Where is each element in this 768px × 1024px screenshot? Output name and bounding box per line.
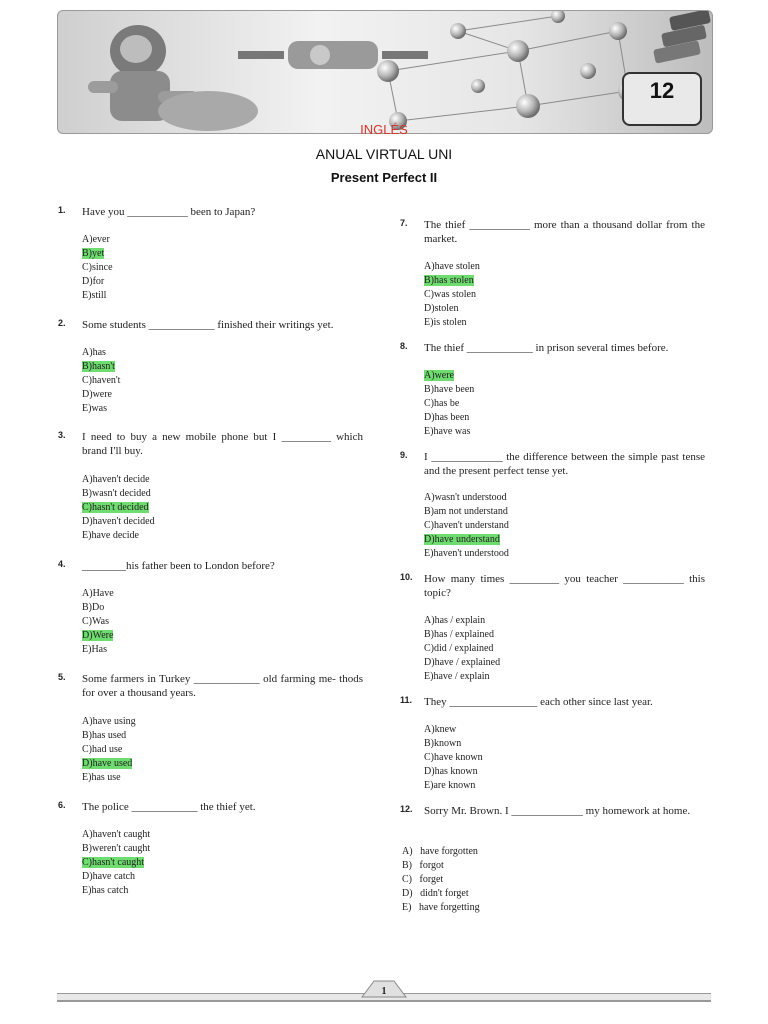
option-letter: E) bbox=[82, 772, 92, 783]
question-number: 11. bbox=[400, 695, 413, 705]
question-number: 8. bbox=[400, 341, 408, 351]
option-letter: C) bbox=[82, 375, 92, 386]
answer-option[interactable] bbox=[82, 529, 155, 543]
answer-options bbox=[82, 715, 136, 785]
option-letter: A) bbox=[424, 261, 435, 272]
option-letter: B) bbox=[424, 275, 434, 286]
answer-option[interactable] bbox=[402, 845, 480, 859]
option-text: have decide bbox=[91, 530, 139, 541]
option-letter: B) bbox=[424, 629, 434, 640]
option-text: have known bbox=[434, 752, 483, 763]
answer-option[interactable] bbox=[82, 473, 155, 487]
answer-options bbox=[424, 369, 474, 439]
option-letter: D) bbox=[82, 630, 93, 641]
answer-option[interactable] bbox=[424, 288, 480, 302]
option-text: am not understand bbox=[434, 506, 508, 517]
answer-option[interactable] bbox=[424, 491, 509, 505]
answer-options bbox=[424, 491, 509, 561]
option-letter: D) bbox=[424, 303, 435, 314]
answer-option[interactable] bbox=[82, 388, 120, 402]
option-letter: A) bbox=[424, 492, 435, 503]
option-letter: E) bbox=[82, 885, 92, 896]
question-number: 5. bbox=[58, 672, 66, 682]
option-letter: D) bbox=[424, 534, 435, 545]
option-letter: E) bbox=[82, 530, 92, 541]
option-letter: B) bbox=[82, 602, 92, 613]
answer-option[interactable] bbox=[424, 260, 480, 274]
option-text: known bbox=[434, 738, 462, 749]
answer-option[interactable] bbox=[82, 842, 150, 856]
option-text: hasn't decided bbox=[92, 502, 149, 513]
option-text: haven't bbox=[92, 375, 121, 386]
question-number: 10. bbox=[400, 572, 413, 582]
answer-option[interactable] bbox=[82, 346, 120, 360]
option-text: was stolen bbox=[434, 289, 476, 300]
answer-options bbox=[424, 260, 480, 330]
option-text: have understand bbox=[434, 534, 500, 545]
option-text: were bbox=[434, 370, 454, 381]
answer-option[interactable] bbox=[424, 425, 474, 439]
question-text: Sorry Mr. Brown. I _____________ my homework at home. bbox=[424, 805, 691, 817]
option-text: has / explain bbox=[434, 615, 486, 626]
satellite-image bbox=[238, 41, 428, 69]
question-text: ________his father been to London before? bbox=[82, 560, 275, 572]
question-number: 3. bbox=[58, 430, 66, 440]
option-letter: A) bbox=[82, 829, 93, 840]
option-text: haven't decide bbox=[92, 474, 150, 485]
question-text: The thief ____________ in prison several times before. bbox=[424, 342, 669, 354]
option-text: has known bbox=[434, 766, 478, 777]
lesson-title: Present Perfect II bbox=[330, 170, 438, 185]
header-banner bbox=[57, 10, 713, 134]
option-text: has used bbox=[92, 730, 127, 741]
option-letter: A) bbox=[424, 615, 435, 626]
option-text: has / explained bbox=[434, 629, 494, 640]
answer-option[interactable] bbox=[424, 642, 500, 656]
option-text: has been bbox=[434, 412, 470, 423]
answer-option[interactable] bbox=[424, 533, 509, 547]
option-text: has use bbox=[91, 772, 121, 783]
answer-option[interactable] bbox=[402, 901, 480, 915]
answer-option[interactable] bbox=[424, 737, 483, 751]
answer-option[interactable] bbox=[82, 289, 113, 303]
question-text: They ________________ each other since last year. bbox=[424, 696, 653, 708]
option-letter: B) bbox=[424, 738, 434, 749]
option-letter: B) bbox=[82, 730, 92, 741]
answer-option[interactable] bbox=[82, 629, 114, 643]
option-letter: D) bbox=[82, 276, 93, 287]
answer-option[interactable] bbox=[424, 505, 509, 519]
option-letter: A) bbox=[82, 234, 93, 245]
answer-option[interactable] bbox=[82, 233, 113, 247]
answer-option[interactable] bbox=[82, 729, 136, 743]
answer-option[interactable] bbox=[82, 501, 155, 515]
option-letter: A) bbox=[402, 846, 413, 857]
answer-option[interactable] bbox=[424, 397, 474, 411]
option-text: is stolen bbox=[433, 317, 467, 328]
option-letter: A) bbox=[82, 716, 93, 727]
answer-option[interactable] bbox=[402, 859, 480, 873]
answer-options bbox=[82, 587, 114, 657]
option-text: knew bbox=[434, 724, 457, 735]
answer-option[interactable] bbox=[424, 383, 474, 397]
question-number: 4. bbox=[58, 559, 66, 569]
answer-options bbox=[82, 828, 150, 898]
option-text: were bbox=[92, 389, 112, 400]
answer-option[interactable] bbox=[424, 670, 500, 684]
option-text: Has bbox=[91, 644, 108, 655]
option-letter: C) bbox=[424, 520, 434, 531]
option-letter: E) bbox=[424, 548, 434, 559]
option-letter: D) bbox=[82, 871, 93, 882]
question-text: I _____________ the difference between the simple past tense and the present perfect tense yet. bbox=[424, 451, 705, 477]
option-letter: C) bbox=[82, 502, 92, 513]
option-letter: B) bbox=[82, 248, 92, 259]
answer-option[interactable] bbox=[402, 887, 480, 901]
question-number: 1. bbox=[58, 205, 66, 215]
option-text: hasn't caught bbox=[92, 857, 145, 868]
option-text: have using bbox=[92, 716, 136, 727]
option-text: have been bbox=[434, 384, 475, 395]
option-text: haven't caught bbox=[92, 829, 151, 840]
option-letter: B) bbox=[82, 488, 92, 499]
answer-options bbox=[82, 473, 155, 543]
answer-option[interactable] bbox=[424, 779, 483, 793]
option-text: didn't forget bbox=[420, 888, 469, 899]
question-text: The police ____________ the thief yet. bbox=[82, 801, 256, 813]
answer-option[interactable] bbox=[424, 316, 480, 330]
option-text: have used bbox=[92, 758, 133, 769]
option-text: have catch bbox=[92, 871, 136, 882]
option-text: has be bbox=[434, 398, 460, 409]
answer-option[interactable] bbox=[402, 873, 480, 887]
option-letter: B) bbox=[82, 843, 92, 854]
option-letter: E) bbox=[424, 671, 434, 682]
answer-option[interactable] bbox=[82, 247, 113, 261]
page-number-tab bbox=[360, 978, 408, 998]
option-text: forgot bbox=[419, 860, 444, 871]
answer-option[interactable] bbox=[82, 515, 155, 529]
banner-illustration bbox=[58, 11, 712, 133]
option-text: hasn't bbox=[92, 361, 115, 372]
option-letter: E) bbox=[424, 426, 434, 437]
option-text: haven't understood bbox=[433, 548, 509, 559]
option-letter: C) bbox=[424, 752, 434, 763]
question-number: 9. bbox=[400, 450, 408, 460]
option-letter: A) bbox=[424, 370, 435, 381]
answer-option[interactable] bbox=[424, 411, 474, 425]
page-number: 1 bbox=[381, 986, 387, 997]
option-text: was bbox=[91, 403, 108, 414]
course-title: ANUAL VIRTUAL UNI bbox=[315, 146, 453, 162]
question-text: Some students ____________ finished their writings yet. bbox=[82, 319, 334, 331]
option-text: Have bbox=[92, 588, 114, 599]
option-letter: B) bbox=[82, 361, 92, 372]
option-text: for bbox=[92, 276, 105, 287]
option-text: haven't decided bbox=[92, 516, 155, 527]
answer-option[interactable] bbox=[424, 519, 509, 533]
question-text: Have you ___________ been to Japan? bbox=[82, 206, 256, 218]
answer-option[interactable] bbox=[424, 274, 480, 288]
option-letter: B) bbox=[424, 506, 434, 517]
answer-option[interactable] bbox=[424, 656, 500, 670]
option-letter: E) bbox=[82, 644, 92, 655]
answer-option[interactable] bbox=[82, 643, 114, 657]
option-letter: C) bbox=[82, 616, 92, 627]
option-letter: C) bbox=[424, 289, 434, 300]
option-letter: E) bbox=[82, 290, 92, 301]
answer-option[interactable] bbox=[82, 487, 155, 501]
option-letter: C) bbox=[82, 744, 92, 755]
answer-options bbox=[424, 723, 483, 793]
answer-options bbox=[424, 614, 500, 684]
option-text: haven't understand bbox=[434, 520, 509, 531]
answer-option[interactable] bbox=[82, 870, 150, 884]
option-text: have / explain bbox=[433, 671, 490, 682]
option-letter: C) bbox=[424, 398, 434, 409]
option-letter: E) bbox=[424, 317, 434, 328]
option-letter: C) bbox=[402, 874, 412, 885]
option-letter: D) bbox=[82, 758, 93, 769]
option-letter: D) bbox=[82, 389, 93, 400]
answer-option[interactable] bbox=[424, 723, 483, 737]
answer-option[interactable] bbox=[82, 587, 114, 601]
answer-option[interactable] bbox=[82, 402, 120, 416]
answer-option[interactable] bbox=[82, 261, 113, 275]
option-text: has stolen bbox=[434, 275, 474, 286]
option-text: has catch bbox=[91, 885, 129, 896]
option-letter: C) bbox=[82, 262, 92, 273]
option-letter: D) bbox=[424, 657, 435, 668]
option-text: Do bbox=[92, 602, 105, 613]
option-letter: D) bbox=[402, 888, 413, 899]
answer-option[interactable] bbox=[424, 628, 500, 642]
answer-option[interactable] bbox=[424, 547, 509, 561]
question-text: I need to buy a new mobile phone but I _________ which brand I'll buy. bbox=[82, 431, 363, 457]
answer-options bbox=[82, 233, 113, 303]
answer-option[interactable] bbox=[82, 374, 120, 388]
option-text: ever bbox=[92, 234, 110, 245]
question-number: 2. bbox=[58, 318, 66, 328]
option-text: have forgotten bbox=[420, 846, 478, 857]
option-letter: A) bbox=[424, 724, 435, 735]
subject-label: INGLÉS bbox=[360, 122, 408, 137]
answer-option[interactable] bbox=[424, 614, 500, 628]
answer-option[interactable] bbox=[82, 275, 113, 289]
answer-option[interactable] bbox=[82, 856, 150, 870]
option-text: stolen bbox=[434, 303, 459, 314]
question-text: How many times _________ you teacher ___________ this topic? bbox=[424, 573, 705, 599]
option-text: have / explained bbox=[434, 657, 501, 668]
answer-option[interactable] bbox=[82, 715, 136, 729]
astronaut-image bbox=[88, 25, 258, 131]
question-number: 12. bbox=[400, 804, 413, 814]
option-text: wasn't decided bbox=[92, 488, 151, 499]
option-letter: E) bbox=[402, 902, 412, 913]
answer-option[interactable] bbox=[424, 302, 480, 316]
option-letter: B) bbox=[402, 860, 412, 871]
question-number: 7. bbox=[400, 218, 408, 228]
answer-option[interactable] bbox=[82, 615, 114, 629]
answer-option[interactable] bbox=[82, 884, 150, 898]
option-text: Were bbox=[92, 630, 114, 641]
option-letter: E) bbox=[82, 403, 92, 414]
option-text: has bbox=[92, 347, 106, 358]
answer-options bbox=[402, 845, 480, 915]
molecule-spheres bbox=[377, 11, 638, 130]
option-text: forget bbox=[419, 874, 444, 885]
question-text: Some farmers in Turkey ____________ old farming me- thods for over a thousand years. bbox=[82, 673, 363, 699]
answer-option[interactable] bbox=[82, 360, 120, 374]
option-text: have stolen bbox=[434, 261, 480, 272]
option-text: have was bbox=[433, 426, 471, 437]
unit-number-badge: 12 bbox=[622, 72, 702, 126]
option-letter: A) bbox=[82, 588, 93, 599]
option-letter: D) bbox=[424, 412, 435, 423]
answer-option[interactable] bbox=[424, 765, 483, 779]
option-text: are known bbox=[433, 780, 476, 791]
answer-option[interactable] bbox=[82, 771, 136, 785]
option-text: since bbox=[92, 262, 113, 273]
option-text: yet bbox=[92, 248, 105, 259]
option-text: weren't caught bbox=[92, 843, 151, 854]
option-letter: A) bbox=[82, 347, 93, 358]
option-text: have forgetting bbox=[418, 902, 480, 913]
option-letter: C) bbox=[424, 643, 434, 654]
option-text: Was bbox=[92, 616, 109, 627]
answer-option[interactable] bbox=[424, 369, 474, 383]
answer-option[interactable] bbox=[82, 757, 136, 771]
option-letter: B) bbox=[424, 384, 434, 395]
option-text: wasn't understood bbox=[434, 492, 507, 503]
option-letter: C) bbox=[82, 857, 92, 868]
option-letter: D) bbox=[82, 516, 93, 527]
answer-option[interactable] bbox=[82, 743, 136, 757]
answer-option[interactable] bbox=[82, 828, 150, 842]
element-blocks bbox=[653, 11, 711, 64]
option-text: still bbox=[91, 290, 107, 301]
question-text: The thief ___________ more than a thousand dollar from the market. bbox=[424, 219, 705, 245]
question-number: 6. bbox=[58, 800, 66, 810]
option-text: had use bbox=[92, 744, 123, 755]
option-text: did / explained bbox=[434, 643, 494, 654]
option-letter: D) bbox=[424, 766, 435, 777]
option-letter: E) bbox=[424, 780, 434, 791]
option-letter: A) bbox=[82, 474, 93, 485]
answer-option[interactable] bbox=[82, 601, 114, 615]
answer-option[interactable] bbox=[424, 751, 483, 765]
answer-options bbox=[82, 346, 120, 416]
